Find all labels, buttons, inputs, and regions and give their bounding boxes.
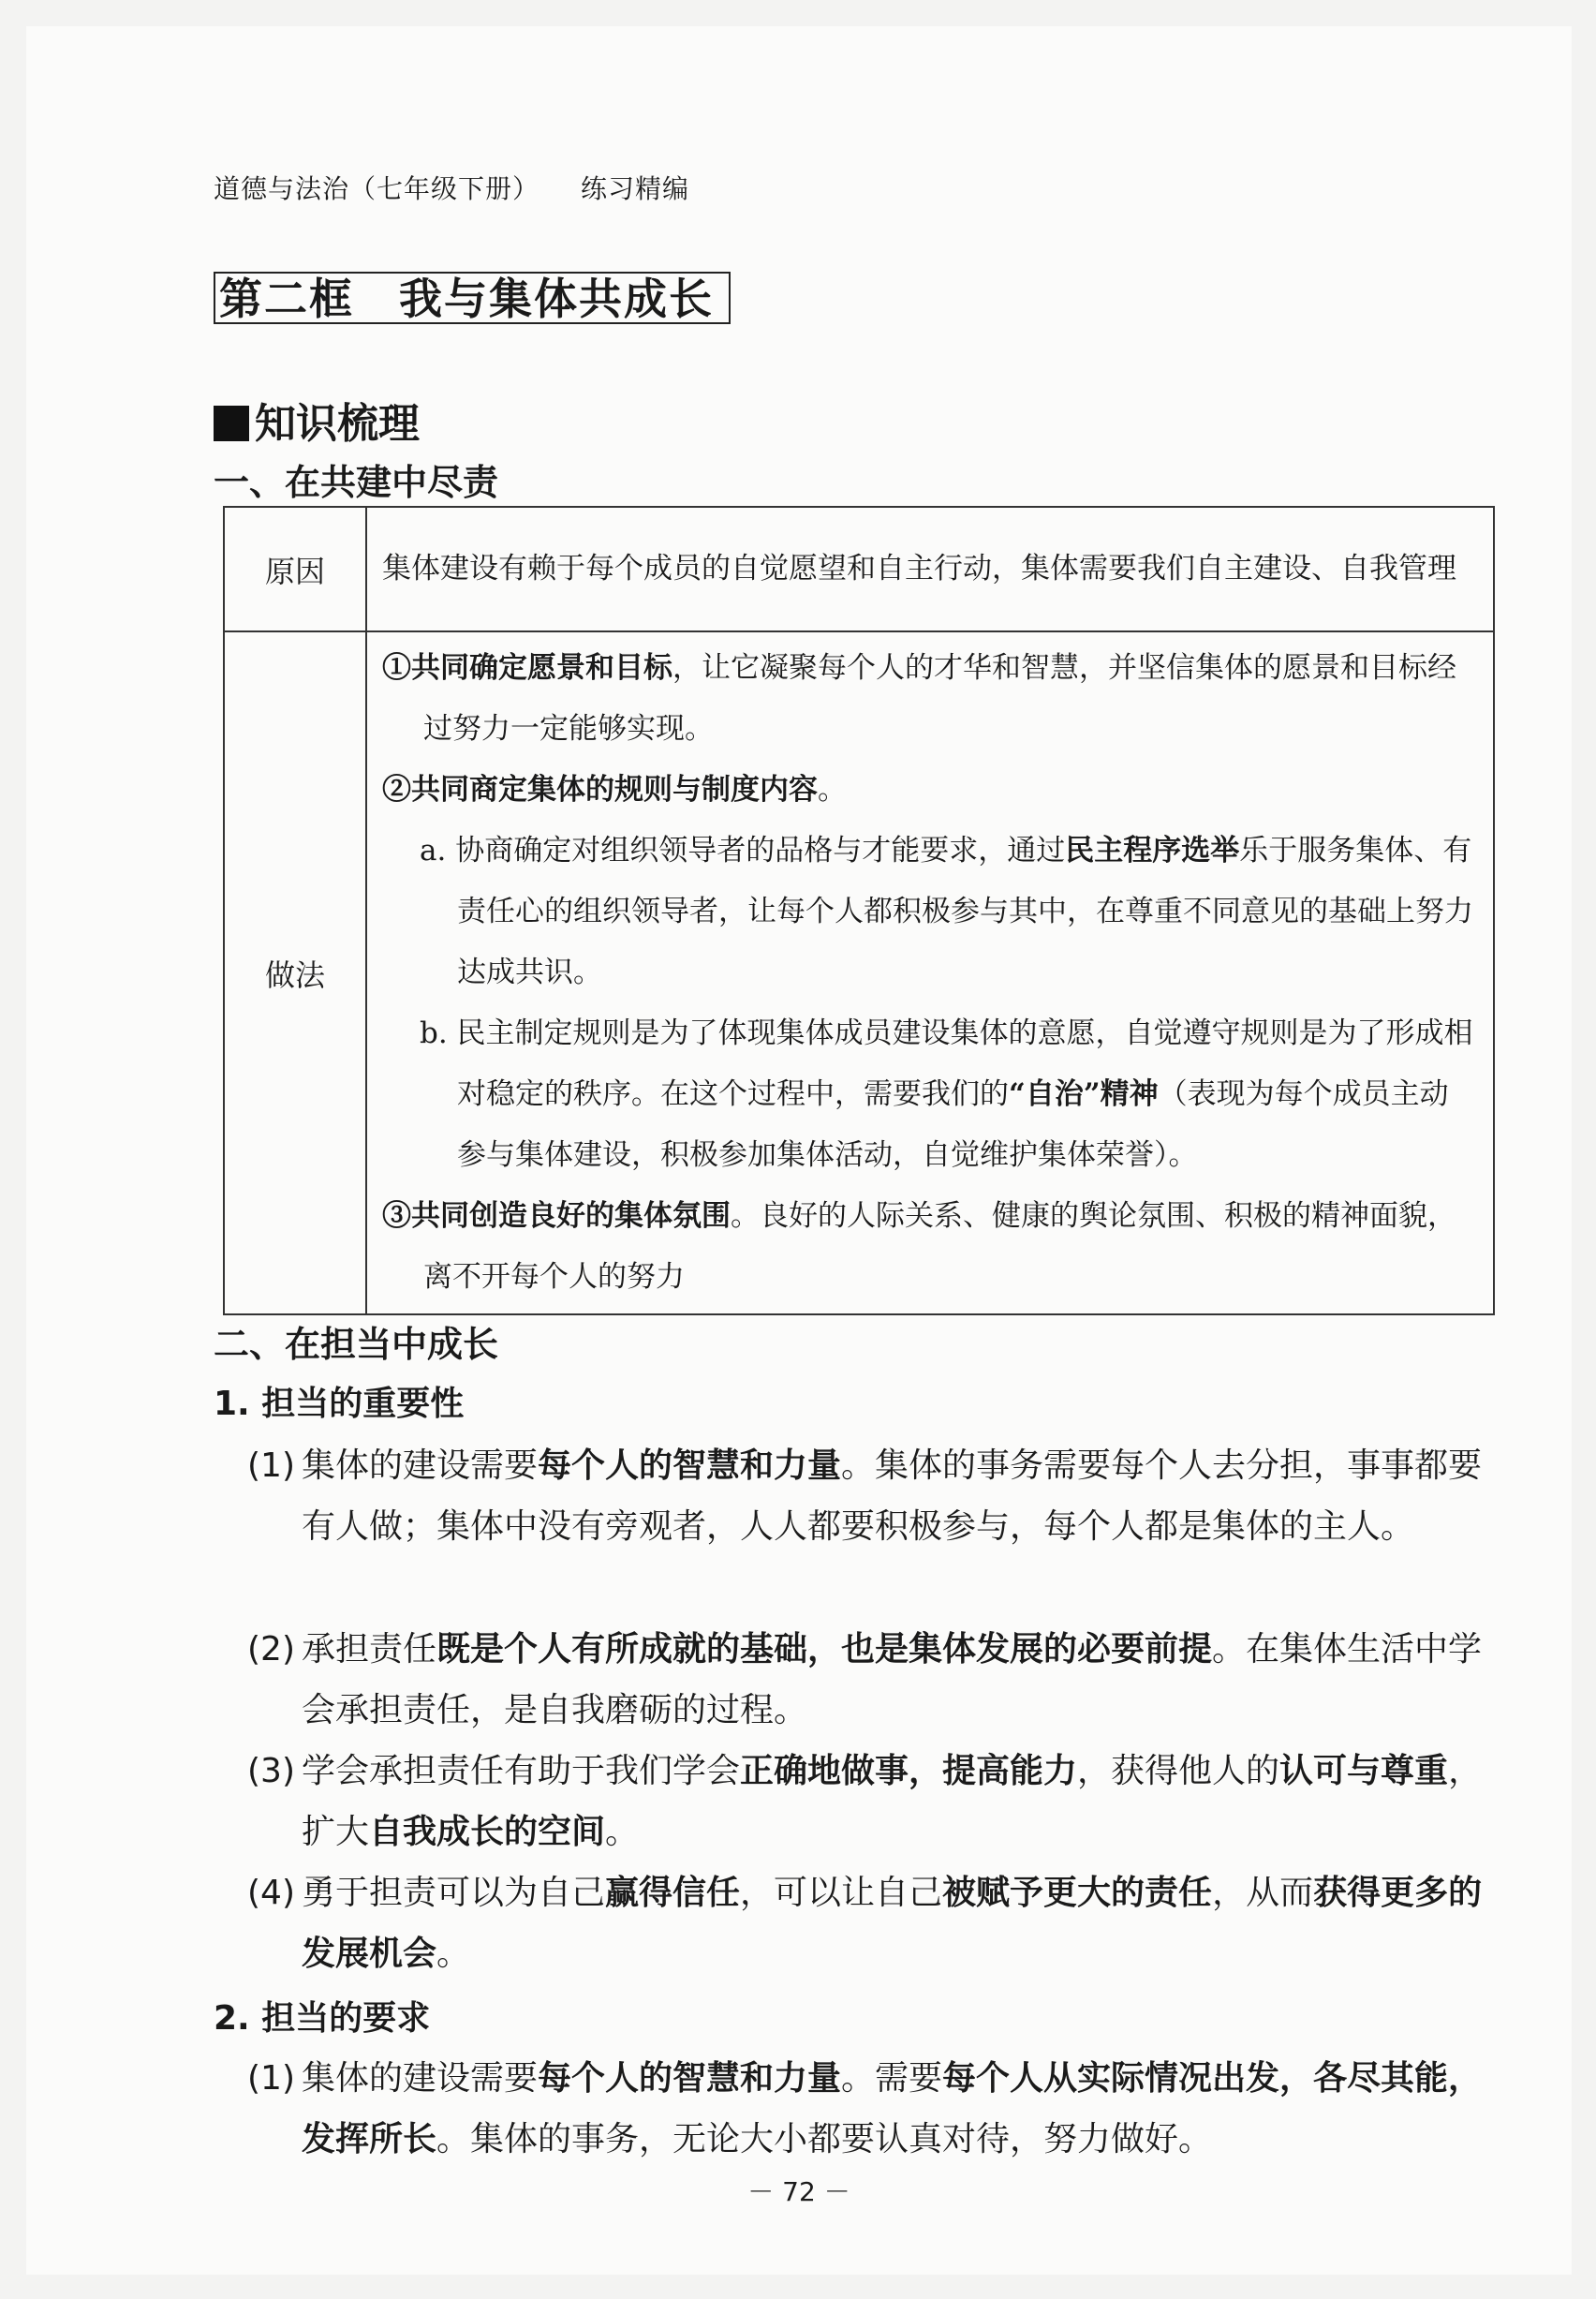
subheading-importance: 1. 担当的重要性 (214, 1385, 465, 1423)
key-text: 被赋予更大的责任 (942, 1874, 1213, 1912)
text: ，从而 (1212, 1874, 1314, 1912)
list-item (247, 1741, 1495, 1862)
point-2a-rest: 乐于服务集体、有责任心的组织领导者，让每个人都积极参与其中，在尊重不同意见的基础上努力达成共识。 (457, 834, 1473, 989)
part1-heading: 一、在共建中尽责 (214, 461, 499, 503)
text: 。需要 (841, 2059, 943, 2098)
point-2b-rest: （表现为每个成员主动参与集体建设，积极参加集体活动，自觉维护集体荣誉）。 (457, 1077, 1449, 1172)
method-point-2b (382, 1003, 1476, 1186)
item-number: (1) (247, 1446, 295, 1485)
point-1-key: ①共同确定愿景和目标 (382, 651, 672, 685)
table-row (224, 631, 1494, 1314)
row-content-method (366, 631, 1494, 1314)
text: 学会承担责任有助于我们学会 (302, 1752, 741, 1790)
text: 集体的建设需要 (302, 1446, 539, 1485)
key-text: 每个人的智慧和力量 (538, 2059, 842, 2098)
point-2a-key: 民主程序选举 (1065, 834, 1240, 868)
point-2-key: ②共同商定集体的规则与制度内容 (382, 773, 818, 807)
section-heading-text: 知识梳理 (255, 400, 420, 448)
item-number: (4) (247, 1874, 295, 1912)
frame-title: 第二框 我与集体共成长 (214, 272, 731, 324)
text: 。 (605, 1813, 640, 1851)
text: ，获得他人的 (1077, 1752, 1280, 1790)
key-text: 每个人的智慧和力量 (538, 1446, 842, 1485)
point-2-end: 。 (818, 773, 847, 807)
text: ，扩大 (302, 1752, 1483, 1851)
section-heading (214, 390, 420, 450)
subheading-requirements: 2. 担当的要求 (214, 1999, 431, 2038)
text: ，可以让自己 (740, 1874, 943, 1912)
list-item (247, 1862, 1495, 1984)
method-point-3 (382, 1186, 1476, 1308)
method-point-1 (382, 638, 1476, 760)
page-number: － 72 － (747, 2176, 850, 2207)
key-text: 获得更多的发展机会 (302, 1874, 1483, 1973)
item-number: (3) (247, 1752, 295, 1790)
page (26, 26, 1572, 2275)
list-item (247, 1619, 1495, 1741)
text: 勇于担责可以为自己 (302, 1874, 606, 1912)
item-number: (1) (247, 2059, 295, 2098)
series-title: 练习精编 (581, 173, 690, 204)
point-3-text: 。良好的人际关系、健康的舆论氛围、积极的精神面貌，离不开每个人的努力 (423, 1199, 1456, 1294)
key-text: 正确地做事，提高能力 (740, 1752, 1078, 1790)
text: 集体的建设需要 (302, 2059, 539, 2098)
point-2b-key: “自治”精神 (1009, 1077, 1159, 1111)
part2-heading: 二、在担当中成长 (214, 1323, 499, 1365)
row-label-method: 做法 (224, 631, 366, 1314)
knowledge-table (223, 506, 1495, 1315)
row-label-reason: 原因 (224, 507, 366, 631)
book-title: 道德与法治（七年级下册） (214, 173, 540, 204)
text: 。集体的事务需要每个人去分担，事事都要有人做；集体中没有旁观者，人人都要积极参与，每个人都是集体的主人。 (302, 1446, 1483, 1546)
key-text: 赢得信任 (605, 1874, 741, 1912)
text: 。 (436, 1935, 471, 1973)
key-text: 认可与尊重 (1279, 1752, 1449, 1790)
key-text: 自我成长的空间 (369, 1813, 606, 1851)
point-1-text: ，让它凝聚每个人的才华和智慧，并坚信集体的愿景和目标经过努力一定能够实现。 (423, 651, 1456, 746)
point-2b-pre: b. 民主制定规则是为了体现集体成员建设集体的意愿，自觉遵守规则是为了形成相对稳定的秩序。在这个过程中，需要我们的 (420, 1016, 1473, 1111)
text: 。集体的事务，无论大小都要认真对待，努力做好。 (436, 2120, 1213, 2158)
item-number: (2) (247, 1630, 295, 1669)
point-2a-pre: a. 协商确定对组织领导者的品格与才能要求，通过 (420, 834, 1066, 868)
text: 承担责任 (302, 1630, 437, 1669)
black-square-icon (214, 406, 249, 441)
list-item (247, 2048, 1495, 2170)
list-item (247, 1435, 1495, 1557)
row-content-reason: 集体建设有赖于每个成员的自觉愿望和自主行动，集体需要我们自主建设、自我管理 (366, 507, 1494, 631)
key-text: 每个人从实际情况出发，各尽其能，发挥所长 (302, 2059, 1483, 2158)
key-text: 既是个人有所成就的基础，也是集体发展的必要前提 (436, 1630, 1213, 1669)
point-3-key: ③共同创造良好的集体氛围 (382, 1199, 731, 1233)
table-row (224, 507, 1494, 631)
method-point-2 (382, 760, 1476, 821)
text: 。在集体生活中学会承担责任，是自我磨砺的过程。 (302, 1630, 1483, 1729)
method-point-2a (382, 821, 1476, 1003)
running-header (214, 169, 731, 206)
